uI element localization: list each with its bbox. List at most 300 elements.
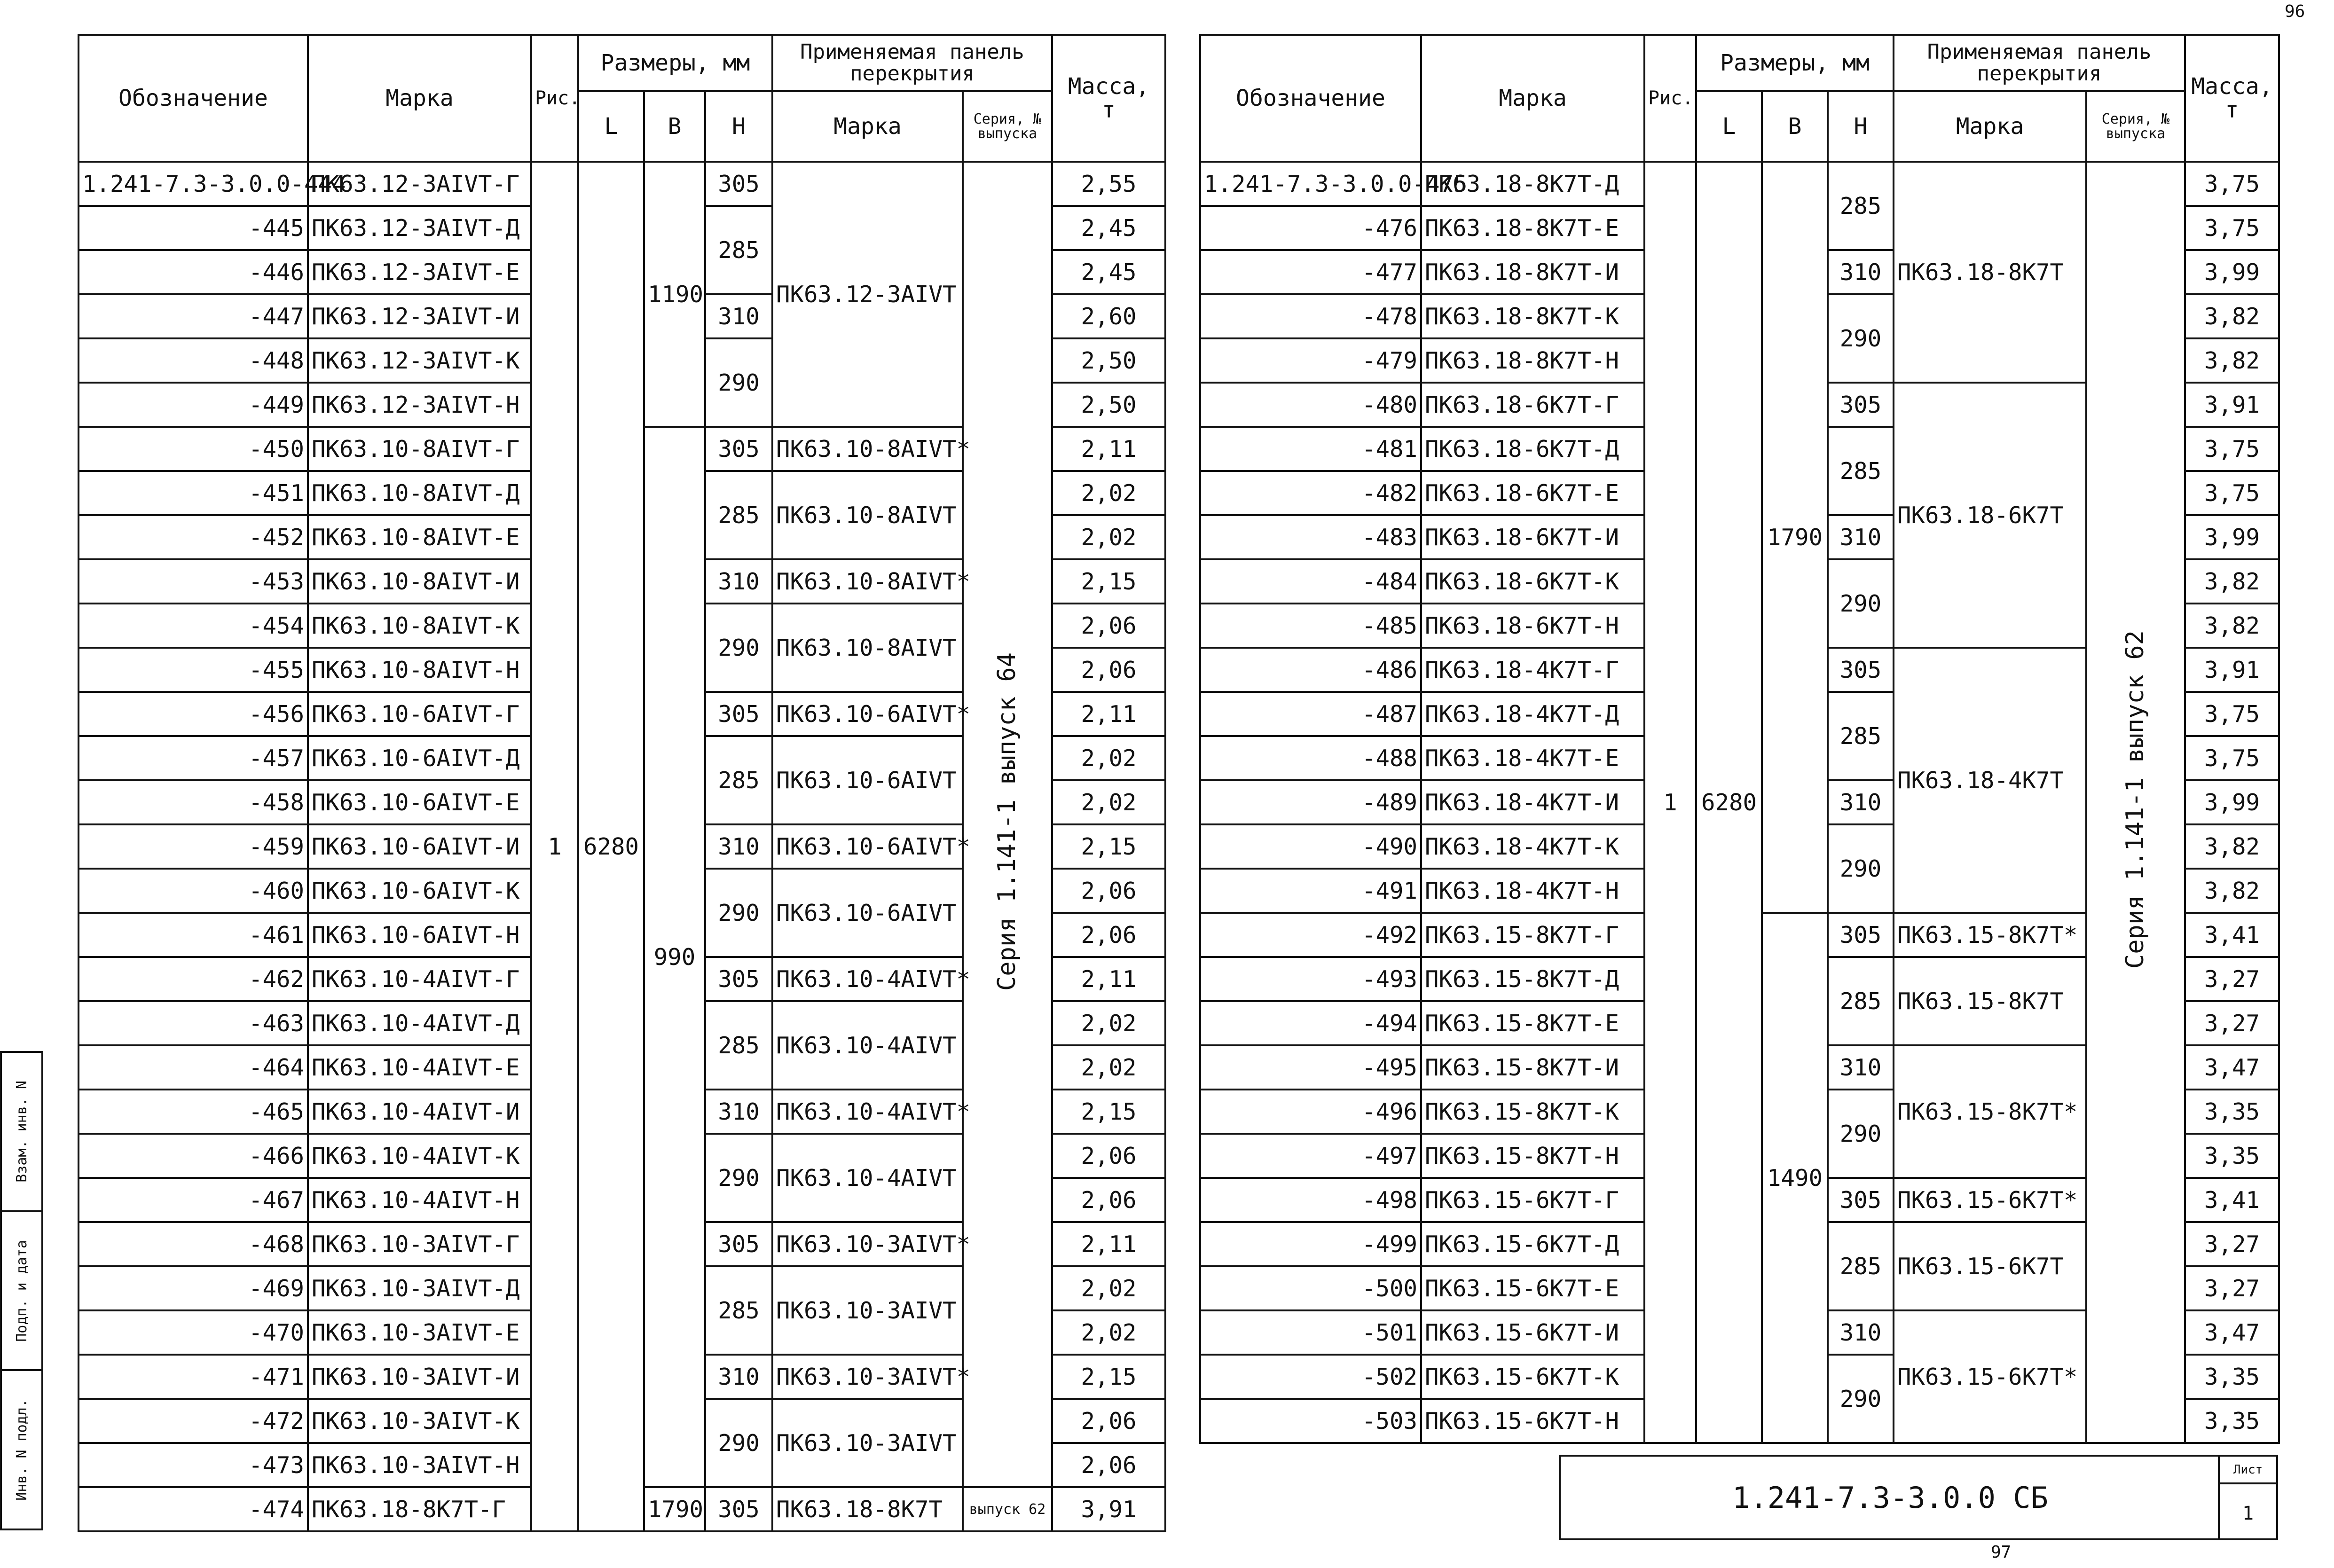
mark-cell: ПК63.12-3АIVТ-Н xyxy=(308,383,531,427)
mark-cell: ПК63.12-3АIVТ-Е xyxy=(308,250,531,294)
mass-cell: 2,11 xyxy=(1052,1222,1165,1266)
designation-cell: -476 xyxy=(1200,206,1421,250)
mark-cell: ПК63.10-3АIVТ-И xyxy=(308,1355,531,1399)
side-label-text: Взам. инв. N xyxy=(13,1080,30,1183)
designation-cell: -471 xyxy=(79,1355,308,1399)
panel-mark-cell: ПК63.10-3АIVТ xyxy=(772,1399,963,1487)
panel-series-cell: выпуск 62 xyxy=(963,1487,1052,1531)
mass-cell: 2,02 xyxy=(1052,1045,1165,1090)
fig-cell: 1 xyxy=(1644,162,1696,1443)
mark-cell: ПК63.15-8К7Т-И xyxy=(1421,1045,1644,1090)
height-cell: 305 xyxy=(705,957,772,1001)
height-cell: 305 xyxy=(1828,1178,1894,1222)
mass-cell: 3,91 xyxy=(1052,1487,1165,1531)
sheet-number: 1 xyxy=(2242,1502,2254,1524)
designation-cell: -487 xyxy=(1200,692,1421,736)
table-row xyxy=(79,162,1165,206)
mass-cell: 3,35 xyxy=(2185,1399,2279,1443)
height-cell: 290 xyxy=(705,1399,772,1487)
mass-cell: 2,11 xyxy=(1052,427,1165,471)
mark-cell: ПК63.18-6К7Т-Д xyxy=(1421,427,1644,471)
designation-cell: -499 xyxy=(1200,1222,1421,1266)
height-cell: 290 xyxy=(705,1134,772,1222)
height-cell: 285 xyxy=(1828,957,1894,1045)
mark-cell: ПК63.10-4АIVТ-Н xyxy=(308,1178,531,1222)
mark-cell: ПК63.10-4АIVТ-К xyxy=(308,1134,531,1178)
height-cell: 310 xyxy=(705,1355,772,1399)
mass-cell: 3,35 xyxy=(2185,1134,2279,1178)
mass-cell: 3,27 xyxy=(2185,1266,2279,1310)
mass-cell: 3,75 xyxy=(2185,427,2279,471)
designation-cell: -489 xyxy=(1200,780,1421,824)
designation-cell: -488 xyxy=(1200,736,1421,780)
designation-cell: -483 xyxy=(1200,515,1421,559)
designation-cell: -458 xyxy=(79,780,308,824)
designation-cell: -481 xyxy=(1200,427,1421,471)
panel-mark-cell: ПК63.10-3АIVТ xyxy=(772,1266,963,1355)
width-cell: 1490 xyxy=(1762,913,1828,1443)
header-B: В xyxy=(1762,91,1828,162)
panel-mark-cell: ПК63.10-6АIVТ xyxy=(772,869,963,957)
sheet-label: Лист xyxy=(2220,1457,2276,1484)
mark-cell: ПК63.15-6К7Т-Д xyxy=(1421,1222,1644,1266)
panel-mark-cell: ПК63.18-4К7Т xyxy=(1894,648,2086,913)
mark-cell: ПК63.10-4АIVТ-Д xyxy=(308,1001,531,1045)
height-cell: 290 xyxy=(1828,1090,1894,1178)
side-label-sign xyxy=(2,1212,41,1372)
mark-cell: ПК63.10-8АIVТ-Г xyxy=(308,427,531,471)
mass-cell: 3,27 xyxy=(2185,1001,2279,1045)
designation-cell: -461 xyxy=(79,913,308,957)
panel-mark-cell: ПК63.10-4АIVТ xyxy=(772,1134,963,1222)
mark-cell: ПК63.18-6К7Т-Г xyxy=(1421,383,1644,427)
width-cell: 990 xyxy=(644,427,705,1487)
panel-mark-cell: ПК63.10-4АIVТ* xyxy=(772,957,963,1001)
mark-cell: ПК63.10-8АIVТ-Д xyxy=(308,471,531,515)
mass-cell: 3,99 xyxy=(2185,515,2279,559)
panel-mark-cell: ПК63.18-8К7Т xyxy=(1894,162,2086,383)
designation-cell: -450 xyxy=(79,427,308,471)
mark-cell: ПК63.18-6К7Т-К xyxy=(1421,559,1644,604)
header-designation: Обозначение xyxy=(1200,35,1421,162)
mass-cell: 2,11 xyxy=(1052,692,1165,736)
mark-cell: ПК63.15-6К7Т-Е xyxy=(1421,1266,1644,1310)
designation-cell: -462 xyxy=(79,957,308,1001)
header-mass: Масса, т xyxy=(2185,35,2279,162)
mass-cell: 2,11 xyxy=(1052,957,1165,1001)
designation-cell: -486 xyxy=(1200,648,1421,692)
designation-cell: -464 xyxy=(79,1045,308,1090)
panel-mark-cell: ПК63.10-8АIVТ* xyxy=(772,427,963,471)
mark-cell: ПК63.10-4АIVТ-Е xyxy=(308,1045,531,1090)
designation-cell: -498 xyxy=(1200,1178,1421,1222)
panel-mark-cell: ПК63.10-3АIVТ* xyxy=(772,1355,963,1399)
mass-cell: 3,41 xyxy=(2185,913,2279,957)
mark-cell: ПК63.10-3АIVТ-К xyxy=(308,1399,531,1443)
header-panel-mark: Марка xyxy=(1894,91,2086,162)
mass-cell: 2,06 xyxy=(1052,1443,1165,1487)
designation-cell: -453 xyxy=(79,559,308,604)
panel-series-cell xyxy=(963,162,1052,1487)
panel-mark-cell: ПК63.10-6АIVТ xyxy=(772,736,963,824)
header-fig: Рис. xyxy=(1644,35,1696,162)
mark-cell: ПК63.10-8АIVТ-Н xyxy=(308,648,531,692)
header-panel: Применяемая панель перекрытия xyxy=(772,35,1052,91)
mark-cell: ПК63.15-6К7Т-К xyxy=(1421,1355,1644,1399)
mass-cell: 2,02 xyxy=(1052,736,1165,780)
length-cell: 6280 xyxy=(1696,162,1762,1443)
designation-cell: 1.241-7.3-3.0.0-444 xyxy=(79,162,308,206)
header-designation: Обозначение xyxy=(79,35,308,162)
mark-cell: ПК63.12-3АIVТ-И xyxy=(308,294,531,338)
mark-cell: ПК63.18-6К7Т-И xyxy=(1421,515,1644,559)
mass-cell: 2,45 xyxy=(1052,206,1165,250)
mark-cell: ПК63.18-4К7Т-Е xyxy=(1421,736,1644,780)
mass-cell: 3,91 xyxy=(2185,383,2279,427)
mark-cell: ПК63.18-8К7Т-И xyxy=(1421,250,1644,294)
designation-cell: -454 xyxy=(79,604,308,648)
height-cell: 290 xyxy=(1828,824,1894,913)
panel-mark-cell: ПК63.18-8К7Т xyxy=(772,1487,963,1531)
header-dimensions: Размеры, мм xyxy=(578,35,772,91)
right-spec-table xyxy=(1199,34,2280,1444)
document-code: 1.241-7.3-3.0.0 СБ xyxy=(1732,1480,2048,1515)
designation-cell: -455 xyxy=(79,648,308,692)
height-cell: 305 xyxy=(705,162,772,206)
mass-cell: 3,75 xyxy=(2185,692,2279,736)
mark-cell: ПК63.10-4АIVТ-Г xyxy=(308,957,531,1001)
page-number-bottom: 97 xyxy=(1991,1543,2012,1562)
panel-mark-cell: ПК63.10-8АIVТ* xyxy=(772,559,963,604)
height-cell: 290 xyxy=(1828,1355,1894,1443)
mass-cell: 3,35 xyxy=(2185,1090,2279,1134)
mark-cell: ПК63.15-6К7Т-И xyxy=(1421,1310,1644,1355)
mass-cell: 3,82 xyxy=(2185,869,2279,913)
mark-cell: ПК63.10-3АIVТ-Н xyxy=(308,1443,531,1487)
designation-cell: -459 xyxy=(79,824,308,869)
panel-mark-cell: ПК63.12-3АIVТ xyxy=(772,162,963,427)
page-number-top: 96 xyxy=(2285,2,2305,21)
side-label-text: Подп. и дата xyxy=(13,1239,30,1342)
designation-cell: -484 xyxy=(1200,559,1421,604)
header-mass: Масса, т xyxy=(1052,35,1165,162)
mark-cell: ПК63.15-8К7Т-Е xyxy=(1421,1001,1644,1045)
mass-cell: 2,45 xyxy=(1052,250,1165,294)
height-cell: 305 xyxy=(1828,913,1894,957)
mass-cell: 3,99 xyxy=(2185,250,2279,294)
panel-mark-cell: ПК63.18-6К7Т xyxy=(1894,383,2086,648)
mass-cell: 2,06 xyxy=(1052,869,1165,913)
mass-cell: 3,99 xyxy=(2185,780,2279,824)
mark-cell: ПК63.10-6АIVТ-Н xyxy=(308,913,531,957)
designation-cell: -446 xyxy=(79,250,308,294)
mark-cell: ПК63.10-6АIVТ-И xyxy=(308,824,531,869)
mark-cell: ПК63.15-8К7Т-К xyxy=(1421,1090,1644,1134)
height-cell: 285 xyxy=(705,736,772,824)
header-B: В xyxy=(644,91,705,162)
height-cell: 310 xyxy=(1828,515,1894,559)
panel-mark-cell: ПК63.15-6К7Т* xyxy=(1894,1178,2086,1222)
header-panel-mark: Марка xyxy=(772,91,963,162)
designation-cell: -466 xyxy=(79,1134,308,1178)
designation-cell: -456 xyxy=(79,692,308,736)
mark-cell: ПК63.15-8К7Т-Д xyxy=(1421,957,1644,1001)
side-binding-box xyxy=(0,1051,43,1530)
panel-mark-cell: ПК63.10-6АIVТ* xyxy=(772,824,963,869)
header-dimensions: Размеры, мм xyxy=(1696,35,1894,91)
height-cell: 310 xyxy=(1828,1310,1894,1355)
mark-cell: ПК63.18-4К7Т-И xyxy=(1421,780,1644,824)
mark-cell: ПК63.10-6АIVТ-Г xyxy=(308,692,531,736)
header-panel: Применяемая панель перекрытия xyxy=(1894,35,2185,91)
mass-cell: 3,82 xyxy=(2185,824,2279,869)
mark-cell: ПК63.10-3АIVТ-Д xyxy=(308,1266,531,1310)
mass-cell: 3,35 xyxy=(2185,1355,2279,1399)
height-cell: 310 xyxy=(705,1090,772,1134)
panel-mark-cell: ПК63.15-6К7Т xyxy=(1894,1222,2086,1310)
designation-cell: -493 xyxy=(1200,957,1421,1001)
mass-cell: 2,06 xyxy=(1052,1178,1165,1222)
side-label-inv xyxy=(2,1371,41,1529)
mark-cell: ПК63.10-8АIVТ-К xyxy=(308,604,531,648)
mark-cell: ПК63.18-8К7Т-Н xyxy=(1421,338,1644,383)
height-cell: 310 xyxy=(705,294,772,338)
mass-cell: 3,91 xyxy=(2185,648,2279,692)
width-cell: 1790 xyxy=(1762,162,1828,913)
height-cell: 285 xyxy=(1828,162,1894,250)
designation-cell: -480 xyxy=(1200,383,1421,427)
height-cell: 310 xyxy=(705,824,772,869)
designation-cell: -469 xyxy=(79,1266,308,1310)
mass-cell: 2,55 xyxy=(1052,162,1165,206)
designation-cell: -500 xyxy=(1200,1266,1421,1310)
mark-cell: ПК63.10-8АIVТ-Е xyxy=(308,515,531,559)
mark-cell: ПК63.12-3АIVТ-К xyxy=(308,338,531,383)
mark-cell: ПК63.12-3АIVТ-Д xyxy=(308,206,531,250)
mass-cell: 3,82 xyxy=(2185,604,2279,648)
mass-cell: 2,06 xyxy=(1052,648,1165,692)
header-mark: Марка xyxy=(308,35,531,162)
mark-cell: ПК63.18-8К7Т-Г xyxy=(308,1487,531,1531)
designation-cell: -467 xyxy=(79,1178,308,1222)
designation-cell: -460 xyxy=(79,869,308,913)
panel-mark-cell: ПК63.10-3АIVТ* xyxy=(772,1222,963,1266)
height-cell: 290 xyxy=(705,338,772,427)
mass-cell: 2,02 xyxy=(1052,1001,1165,1045)
height-cell: 305 xyxy=(705,1487,772,1531)
mark-cell: ПК63.18-4К7Т-Н xyxy=(1421,869,1644,913)
designation-cell: -445 xyxy=(79,206,308,250)
header-fig: Рис. xyxy=(531,35,578,162)
mark-cell: ПК63.18-8К7Т-Д xyxy=(1421,162,1644,206)
height-cell: 310 xyxy=(1828,780,1894,824)
mark-cell: ПК63.15-8К7Т-Г xyxy=(1421,913,1644,957)
height-cell: 305 xyxy=(705,692,772,736)
mark-cell: ПК63.15-6К7Т-Н xyxy=(1421,1399,1644,1443)
fig-cell: 1 xyxy=(531,162,578,1531)
designation-cell: -478 xyxy=(1200,294,1421,338)
designation-cell: -465 xyxy=(79,1090,308,1134)
panel-mark-cell: ПК63.10-8АIVТ xyxy=(772,471,963,559)
designation-cell: -502 xyxy=(1200,1355,1421,1399)
header-panel-series: Серия, № выпуска xyxy=(963,91,1052,162)
height-cell: 290 xyxy=(705,604,772,692)
designation-cell: -473 xyxy=(79,1443,308,1487)
mark-cell: ПК63.15-8К7Т-Н xyxy=(1421,1134,1644,1178)
mass-cell: 2,02 xyxy=(1052,471,1165,515)
mass-cell: 3,41 xyxy=(2185,1178,2279,1222)
height-cell: 305 xyxy=(1828,648,1894,692)
mass-cell: 3,75 xyxy=(2185,162,2279,206)
left-spec-table xyxy=(78,34,1166,1532)
header-H: Н xyxy=(705,91,772,162)
mass-cell: 3,27 xyxy=(2185,1222,2279,1266)
mass-cell: 3,82 xyxy=(2185,559,2279,604)
panel-series-cell-text: Серия 1.141-1 выпуск 62 xyxy=(2121,630,2150,969)
mass-cell: 3,75 xyxy=(2185,206,2279,250)
panel-mark-cell: ПК63.15-8К7Т* xyxy=(1894,913,2086,957)
mass-cell: 3,75 xyxy=(2185,736,2279,780)
panel-mark-cell: ПК63.10-4АIVТ* xyxy=(772,1090,963,1134)
mass-cell: 2,50 xyxy=(1052,383,1165,427)
panel-series-cell-text: Серия 1.141-1 выпуск 64 xyxy=(993,652,1022,991)
designation-cell: -492 xyxy=(1200,913,1421,957)
width-cell: 1190 xyxy=(644,162,705,427)
mark-cell: ПК63.18-4К7Т-Д xyxy=(1421,692,1644,736)
designation-cell: -491 xyxy=(1200,869,1421,913)
height-cell: 285 xyxy=(705,471,772,559)
mark-cell: ПК63.10-6АIVТ-Д xyxy=(308,736,531,780)
mark-cell: ПК63.10-8АIVТ-И xyxy=(308,559,531,604)
designation-cell: -474 xyxy=(79,1487,308,1531)
designation-cell: -477 xyxy=(1200,250,1421,294)
mass-cell: 3,82 xyxy=(2185,338,2279,383)
designation-cell: 1.241-7.3-3.0.0-475 xyxy=(1200,162,1421,206)
height-cell: 285 xyxy=(1828,1222,1894,1310)
designation-cell: -503 xyxy=(1200,1399,1421,1443)
mass-cell: 2,06 xyxy=(1052,913,1165,957)
designation-cell: -497 xyxy=(1200,1134,1421,1178)
header-panel-series: Серия, № выпуска xyxy=(2086,91,2185,162)
panel-mark-cell: ПК63.15-6К7Т* xyxy=(1894,1310,2086,1443)
mass-cell: 2,02 xyxy=(1052,1310,1165,1355)
mass-cell: 3,47 xyxy=(2185,1310,2279,1355)
header-L: L xyxy=(578,91,644,162)
mass-cell: 2,02 xyxy=(1052,515,1165,559)
mass-cell: 2,06 xyxy=(1052,1134,1165,1178)
designation-cell: -482 xyxy=(1200,471,1421,515)
designation-cell: -463 xyxy=(79,1001,308,1045)
mark-cell: ПК63.12-3АIVТ-Г xyxy=(308,162,531,206)
mark-cell: ПК63.15-6К7Т-Г xyxy=(1421,1178,1644,1222)
height-cell: 285 xyxy=(705,1001,772,1090)
mark-cell: ПК63.18-8К7Т-Е xyxy=(1421,206,1644,250)
panel-mark-cell: ПК63.10-6АIVТ* xyxy=(772,692,963,736)
height-cell: 310 xyxy=(1828,250,1894,294)
mass-cell: 3,47 xyxy=(2185,1045,2279,1090)
table-row xyxy=(1200,162,2279,206)
designation-cell: -447 xyxy=(79,294,308,338)
mark-cell: ПК63.18-8К7Т-К xyxy=(1421,294,1644,338)
mark-cell: ПК63.10-6АIVТ-К xyxy=(308,869,531,913)
header-H: Н xyxy=(1828,91,1894,162)
side-label-text: Инв. N подл. xyxy=(13,1399,30,1501)
header-mark: Марка xyxy=(1421,35,1644,162)
mass-cell: 3,27 xyxy=(2185,957,2279,1001)
mark-cell: ПК63.18-4К7Т-К xyxy=(1421,824,1644,869)
panel-mark-cell: ПК63.10-8АIVТ xyxy=(772,604,963,692)
height-cell: 310 xyxy=(1828,1045,1894,1090)
side-label-replace xyxy=(2,1053,41,1212)
height-cell: 305 xyxy=(705,427,772,471)
mass-cell: 2,02 xyxy=(1052,780,1165,824)
designation-cell: -494 xyxy=(1200,1001,1421,1045)
designation-cell: -452 xyxy=(79,515,308,559)
height-cell: 285 xyxy=(705,206,772,294)
height-cell: 285 xyxy=(1828,427,1894,515)
height-cell: 310 xyxy=(705,559,772,604)
mark-cell: ПК63.10-3АIVТ-Е xyxy=(308,1310,531,1355)
height-cell: 290 xyxy=(1828,294,1894,383)
panel-mark-cell: ПК63.15-8К7Т* xyxy=(1894,1045,2086,1178)
panel-mark-cell: ПК63.15-8К7Т xyxy=(1894,957,2086,1045)
mass-cell: 2,60 xyxy=(1052,294,1165,338)
designation-cell: -501 xyxy=(1200,1310,1421,1355)
title-block xyxy=(1559,1455,2278,1540)
mark-cell: ПК63.10-3АIVТ-Г xyxy=(308,1222,531,1266)
mass-cell: 2,02 xyxy=(1052,1266,1165,1310)
height-cell: 305 xyxy=(705,1222,772,1266)
mass-cell: 3,82 xyxy=(2185,294,2279,338)
designation-cell: -490 xyxy=(1200,824,1421,869)
mass-cell: 2,06 xyxy=(1052,1399,1165,1443)
mass-cell: 2,15 xyxy=(1052,824,1165,869)
mark-cell: ПК63.10-4АIVТ-И xyxy=(308,1090,531,1134)
mass-cell: 2,50 xyxy=(1052,338,1165,383)
panel-series-cell xyxy=(2086,162,2185,1443)
mark-cell: ПК63.10-6АIVТ-Е xyxy=(308,780,531,824)
header-L: L xyxy=(1696,91,1762,162)
length-cell: 6280 xyxy=(578,162,644,1531)
height-cell: 290 xyxy=(1828,559,1894,648)
height-cell: 305 xyxy=(1828,383,1894,427)
mass-cell: 2,15 xyxy=(1052,1355,1165,1399)
designation-cell: -495 xyxy=(1200,1045,1421,1090)
mass-cell: 2,15 xyxy=(1052,559,1165,604)
height-cell: 285 xyxy=(1828,692,1894,780)
width-cell: 1790 xyxy=(644,1487,705,1531)
designation-cell: -448 xyxy=(79,338,308,383)
mark-cell: ПК63.18-6К7Т-Н xyxy=(1421,604,1644,648)
designation-cell: -479 xyxy=(1200,338,1421,383)
height-cell: 285 xyxy=(705,1266,772,1355)
panel-mark-cell: ПК63.10-4АIVТ xyxy=(772,1001,963,1090)
designation-cell: -468 xyxy=(79,1222,308,1266)
designation-cell: -485 xyxy=(1200,604,1421,648)
mark-cell: ПК63.18-4К7Т-Г xyxy=(1421,648,1644,692)
designation-cell: -496 xyxy=(1200,1090,1421,1134)
mass-cell: 3,75 xyxy=(2185,471,2279,515)
designation-cell: -472 xyxy=(79,1399,308,1443)
mass-cell: 2,06 xyxy=(1052,604,1165,648)
designation-cell: -457 xyxy=(79,736,308,780)
height-cell: 290 xyxy=(705,869,772,957)
sheet-cell xyxy=(2218,1457,2276,1538)
mass-cell: 2,15 xyxy=(1052,1090,1165,1134)
designation-cell: -449 xyxy=(79,383,308,427)
designation-cell: -451 xyxy=(79,471,308,515)
mark-cell: ПК63.18-6К7Т-Е xyxy=(1421,471,1644,515)
